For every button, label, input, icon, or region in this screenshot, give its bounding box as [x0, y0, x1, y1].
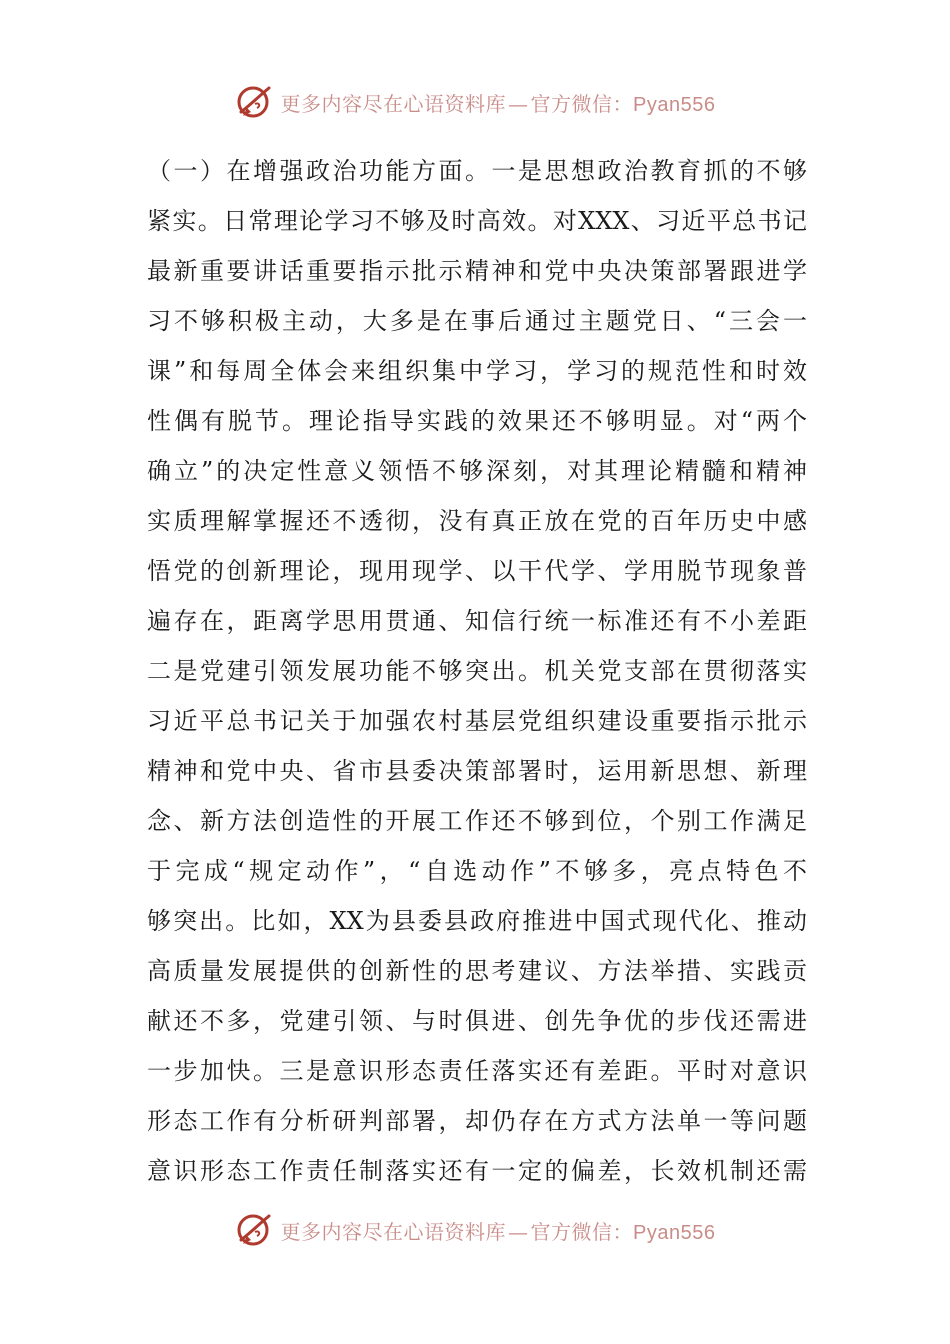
body-line: 精神和党中央、省市县委决策部署时，运用新思想、新理 [147, 757, 807, 785]
body-line: 意识形态工作责任制落实还有一定的偏差，长效机制还需 [147, 1157, 807, 1185]
body-line: 悟党的创新理论，现用现学、以干代学、学用脱节现象普 [147, 557, 807, 585]
body-line: 够突出。比如，XX为县委县政府推进中国式现代化、推动 [147, 907, 807, 935]
body-line: 习近平总书记关于加强农村基层党组织建设重要指示批示 [147, 707, 807, 735]
header-banner [0, 80, 950, 124]
body-line: 形态工作有分析研判部署，却仍存在方式方法单一等问题 [147, 1107, 807, 1135]
pen-logo-icon [235, 1210, 275, 1250]
banner-wechat-label: 官方微信： [530, 91, 634, 116]
body-line: 课”和每周全体会来组织集中学习，学习的规范性和时效 [147, 357, 807, 385]
body-line: 性偶有脱节。理论指导实践的效果还不够明显。对“两个 [147, 407, 807, 435]
body-line: 二是党建引领发展功能不够突出。机关党支部在贯彻落实 [147, 657, 807, 685]
body-line: 于完成“规定动作”，“自选动作”不够多，亮点特色不 [147, 857, 807, 885]
banner-text [281, 88, 716, 117]
body-line: 遍存在，距离学思用贯通、知信行统一标准还有不小差距 [147, 607, 807, 635]
body-line: 一步加快。三是意识形态责任落实还有差距。平时对意识 [147, 1057, 807, 1085]
body-line: 紧实。日常理论学习不够及时高效。对XXX、习近平总书记 [147, 207, 807, 235]
body-line: （一）在增强政治功能方面。一是思想政治教育抓的不够 [147, 157, 807, 185]
banner-wechat-id: Pyan556 [633, 93, 716, 116]
body-line: 确立”的决定性意义领悟不够深刻，对其理论精髓和精神 [147, 457, 807, 485]
body-line: 最新重要讲话重要指示批示精神和党中央决策部署跟进学 [147, 257, 807, 285]
banner-wechat-id: Pyan556 [633, 1221, 716, 1244]
body-line: 习不够积极主动，大多是在事后通过主题党日、“三会一 [147, 307, 807, 335]
pen-logo-icon [235, 82, 275, 122]
document-body [147, 146, 807, 1196]
body-line: 念、新方法创造性的开展工作还不够到位，个别工作满足 [147, 807, 807, 835]
banner-text [281, 1216, 716, 1245]
banner-wechat-label: 官方微信： [530, 1219, 634, 1244]
banner-slogan: 更多内容尽在心语资料库 [280, 91, 507, 116]
body-line: 实质理解掌握还不透彻，没有真正放在党的百年历史中感 [147, 507, 807, 535]
body-line: 献还不多，党建引领、与时俱进、创先争优的步伐还需进 [147, 1007, 807, 1035]
body-line: 高质量发展提供的创新性的思考建议、方法举措、实践贡 [147, 957, 807, 985]
banner-slogan: 更多内容尽在心语资料库 [280, 1219, 507, 1244]
footer-banner [0, 1208, 950, 1252]
banner-separator: — [508, 1219, 529, 1244]
banner-separator: — [508, 91, 529, 116]
